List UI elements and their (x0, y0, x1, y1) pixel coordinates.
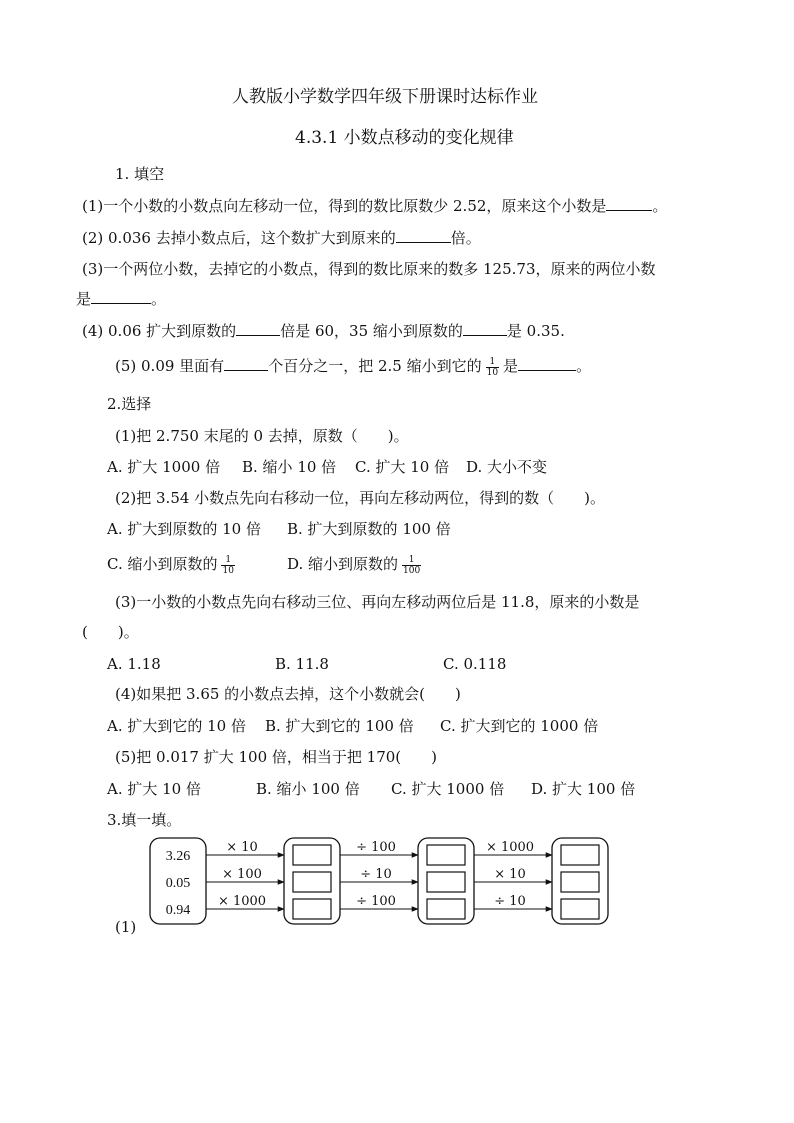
choice-q4-option-c[interactable]: C. 扩大到它的 1000 倍 (440, 717, 599, 735)
answer-box[interactable] (293, 899, 331, 919)
answer-blank[interactable] (606, 196, 652, 211)
choice-q1-option-a[interactable]: A. 扩大 1000 倍 (107, 458, 221, 476)
operation-label: ÷ 10 (494, 894, 526, 909)
answer-box[interactable] (427, 899, 465, 919)
answer-box[interactable] (293, 872, 331, 892)
operation-label: × 10 (494, 867, 526, 882)
choice-q5-option-c[interactable]: C. 扩大 1000 倍 (391, 780, 505, 798)
start-value: 0.05 (165, 876, 191, 891)
choice-q2-option-a[interactable]: A. 扩大到原数的 10 倍 (107, 520, 261, 538)
operation-label: ÷ 100 (356, 840, 396, 855)
operation-label: × 10 (226, 840, 258, 855)
choice-q5-option-a[interactable]: A. 扩大 10 倍 (107, 780, 201, 798)
choice-q2-option-b[interactable]: B. 扩大到原数的 100 倍 (287, 520, 451, 538)
operation-label: × 1000 (217, 894, 267, 909)
answer-box[interactable] (427, 872, 465, 892)
fill-in-flow-diagram (140, 832, 620, 932)
fill-question-3: (3)一个两位小数，去掉它的小数点，得到的数比原来的数多 125.73，原来的两位小数 (82, 260, 656, 278)
choice-q3-option-c[interactable]: C. 0.118 (443, 655, 507, 673)
choice-q1-option-c[interactable]: C. 扩大 10 倍 (355, 458, 450, 476)
answer-box[interactable] (427, 845, 465, 865)
choice-q4-option-b[interactable]: B. 扩大到它的 100 倍 (265, 717, 414, 735)
answer-box[interactable] (293, 845, 331, 865)
answer-blank[interactable] (396, 228, 451, 243)
section-2-heading: 2.选择 (107, 395, 152, 413)
start-value: 0.94 (165, 903, 191, 918)
arrow-group-1 (206, 840, 284, 909)
fill-question-4: (4) 0.06 扩大到原数的 倍是 60，35 缩小到原数的 是 0.35. (82, 322, 565, 340)
choice-q3-option-a[interactable]: A. 1.18 (107, 655, 161, 673)
operation-label: ÷ 100 (356, 894, 396, 909)
page-title: 人教版小学数学四年级下册课时达标作业 (232, 87, 538, 107)
answer-blank[interactable] (224, 356, 268, 371)
answer-blank[interactable] (91, 289, 151, 304)
choice-question-5: (5)把 0.017 扩大 100 倍，相当于把 170( ) (115, 748, 437, 766)
operation-label: × 100 (222, 867, 262, 882)
choice-q3-option-b[interactable]: B. 11.8 (275, 655, 329, 673)
choice-question-1: (1)把 2.750 末尾的 0 去掉，原数（ )。 (115, 427, 409, 445)
choice-q4-option-a[interactable]: A. 扩大到它的 10 倍 (107, 717, 246, 735)
choice-q5-option-b[interactable]: B. 缩小 100 倍 (256, 780, 360, 798)
choice-q1-option-b[interactable]: B. 缩小 10 倍 (242, 458, 337, 476)
fill-question-5: (5) 0.09 里面有 个百分之一，把 2.5 缩小到它的 $\frac{1}{10}$ 是 。 (115, 356, 592, 378)
operation-label: × 1000 (485, 840, 535, 855)
choice-q2-option-d[interactable]: D. 缩小到原数的 $\frac{1}{100}$ (287, 554, 421, 576)
answer-blank[interactable] (236, 321, 280, 336)
arrow-group-2 (340, 840, 418, 909)
choice-q2-option-c[interactable]: C. 缩小到原数的 $\frac{1}{10}$ (107, 554, 234, 576)
page-subtitle: 4.3.1 小数点移动的变化规律 (295, 128, 514, 148)
choice-question-3: (3)一小数的小数点先向右移动三位、再向左移动两位后是 11.8，原来的小数是 (115, 593, 640, 611)
diagram-label: (1) (115, 918, 137, 936)
choice-q1-option-d[interactable]: D. 大小不变 (466, 458, 548, 476)
answer-box[interactable] (561, 872, 599, 892)
fraction: $\frac{1}{10}$ (486, 356, 499, 378)
section-3-heading: 3.填一填。 (107, 811, 182, 829)
fraction: $\frac{1}{10}$ (222, 554, 234, 576)
fill-question-3-cont: 是 。 (76, 290, 167, 308)
choice-q5-option-d[interactable]: D. 扩大 100 倍 (531, 780, 636, 798)
choice-question-3-cont: ( )。 (82, 623, 139, 641)
operation-label: ÷ 10 (360, 867, 392, 882)
answer-box[interactable] (561, 899, 599, 919)
start-value: 3.26 (165, 849, 191, 864)
fill-question-1: (1)一个小数的小数点向左移动一位，得到的数比原数少 2.52，原来这个小数是 。 (82, 197, 668, 215)
fill-question-2: (2) 0.036 去掉小数点后，这个数扩大到原来的 倍。 (82, 229, 481, 247)
answer-box[interactable] (561, 845, 599, 865)
section-1-heading: 1. 填空 (115, 165, 165, 183)
fraction: $\frac{1}{100}$ (403, 554, 421, 576)
answer-blank[interactable] (518, 356, 576, 371)
answer-blank[interactable] (463, 321, 507, 336)
choice-question-2: (2)把 3.54 小数点先向右移动一位，再向左移动两位，得到的数（ )。 (115, 489, 606, 507)
choice-question-4: (4)如果把 3.65 的小数点去掉，这个小数就会( ) (115, 685, 461, 703)
arrow-group-3 (474, 840, 552, 909)
